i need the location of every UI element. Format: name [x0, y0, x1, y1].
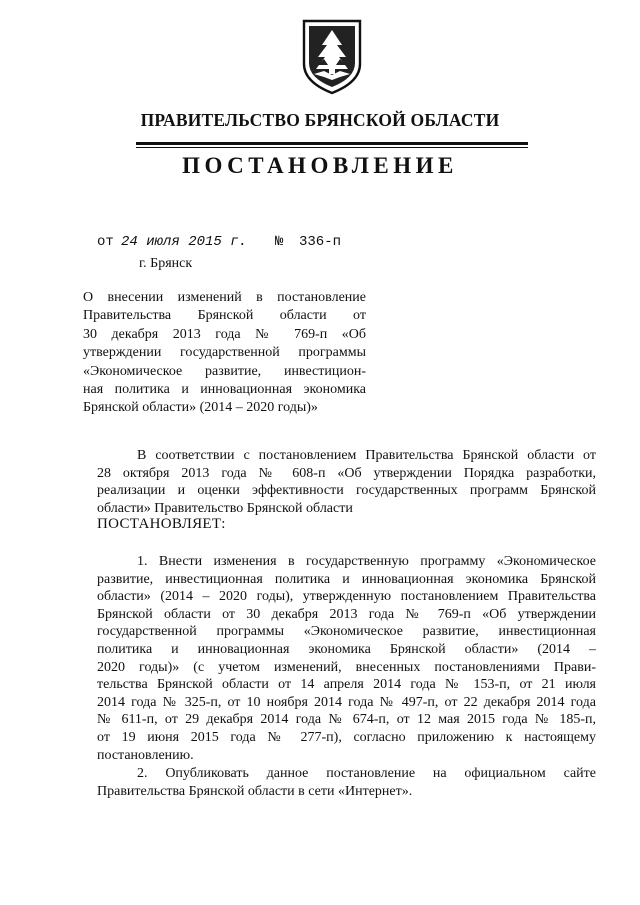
text-line: постановлению. — [97, 747, 194, 763]
text-line: реализации и оценки эффективности государственных программ Брянской — [97, 483, 596, 499]
title-line: «Экономическое развитие, инвестицион- — [83, 363, 366, 379]
text-line: № 611-п, от 29 декабря 2014 года № 674-п, от 12 мая 2015 года № 185-п, — [97, 712, 596, 728]
text-line: В соответствии с постановлением Правительства Брянской области от — [137, 448, 596, 463]
organization-name: ПРАВИТЕЛЬСТВО БРЯНСКОЙ ОБЛАСТИ — [140, 110, 500, 130]
document-title — [83, 289, 366, 418]
item-2-paragraph — [97, 765, 596, 800]
city: г. Брянск — [139, 256, 193, 271]
text-line: развитие, инвестиционная политика и инновационная экономика Брянской — [97, 571, 596, 587]
decree-word: ПОСТАНОВЛЯЕТ: — [97, 516, 226, 532]
document-type: ПОСТАНОВЛЕНИЕ — [182, 153, 458, 178]
text-line: тельства Брянской области от 14 апреля 2014 года № 153-п, от 21 июля — [97, 677, 596, 693]
document-date: 24 июля 2015 г. — [121, 234, 248, 250]
date-prefix: от — [97, 234, 114, 250]
document-number: 336-п — [299, 234, 342, 250]
text-line: 2014 года № 325-п, от 10 ноября 2014 года № 497-п, от 22 декабря 2014 года — [97, 694, 596, 710]
text-line: области» (2014 – 2020 годы), утвержденную постановлением Правительства — [97, 589, 596, 605]
text-line: 1. Внести изменения в государственную программу «Экономическое — [137, 554, 596, 569]
coat-of-arms-emblem — [300, 18, 364, 96]
title-line: ная политика и инновационная экономика — [83, 382, 366, 398]
title-line: Правительства Брянской области от — [83, 308, 366, 324]
text-line: области» Правительство Брянской области — [97, 500, 353, 516]
number-prefix: № — [275, 234, 284, 250]
text-line: 28 октября 2013 года № 608-п «Об утверждении Порядка разработки, — [97, 465, 596, 481]
text-line: политика и инновационная экономика Брянской области» (2014 – — [97, 641, 596, 657]
title-line: 30 декабря 2013 года № 769-п «Об — [83, 326, 366, 342]
preamble-paragraph — [97, 447, 596, 517]
text-line: от 19 июня 2015 года № 277-п), согласно приложению к настоящему — [97, 729, 596, 745]
item-1-paragraph — [97, 553, 596, 764]
text-line: 2. Опубликовать данное постановление на официальном сайте — [137, 766, 596, 781]
text-line: Правительства Брянской области в сети «Интернет». — [97, 783, 413, 799]
title-line: утверждении государственной программы — [83, 345, 366, 361]
title-line: Брянской области» (2014 – 2020 годы)» — [83, 400, 318, 416]
text-line: Брянской области от 30 декабря 2013 года № 769-п «Об утверждении — [97, 606, 596, 622]
text-line: государственной программы «Экономическое развитие, инвестиционная — [97, 624, 596, 640]
header-rule-thin — [136, 147, 528, 148]
title-line: О внесении изменений в постановление — [83, 290, 366, 305]
text-line: 2020 годы)» (с учетом изменений, внесенных постановлениями Прави- — [97, 659, 596, 675]
header-rule-thick — [136, 142, 528, 145]
